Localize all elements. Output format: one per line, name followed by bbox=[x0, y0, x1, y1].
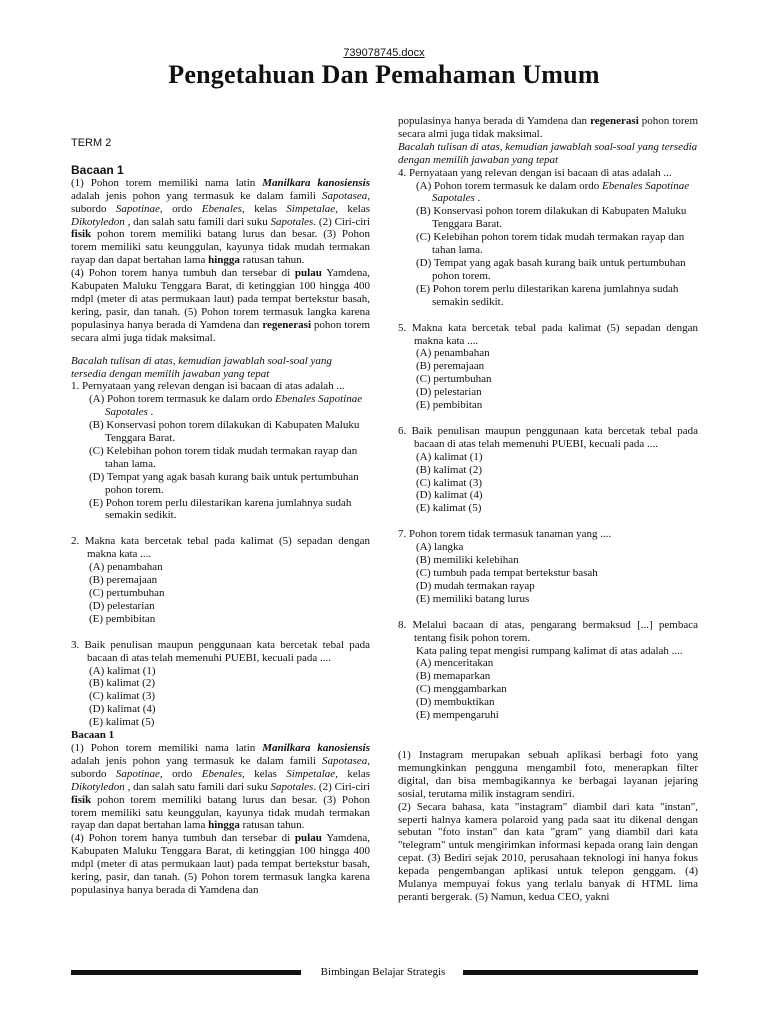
question-6 bbox=[398, 425, 698, 515]
article-paragraph-2: (2) Secara bahasa, kata "instagram" diambil dari kata "instan", seperti halnya kamera polaroid yang pada saat itu dikenal dengan sebutan "foto instan" dan kata "gram" yang diambil dari kata "telegram" untuk mengirimkan informasi kepada orang lain dengan cepat. (3) Bediri sejak 2010, perusahaan teknologi ini hanya fokus kepada pengembangan aplikasi untuk telepon genggam. (4) Mulanya mempuyai fokus yang terlalu banyak di HTML lima peranti bergerak. (5) Namun, kedua CEO, yakni bbox=[398, 800, 698, 903]
reading-paragraph-1: (1) Pohon torem memiliki nama latin Manilkara kanosiensis adalah jenis pohon yang termasuk ke dalam famili Sapotasea, subordo Sapotinae, ordo Ebenales, kelas Simpetalae, kelas Dikotyledon , dan salah satu famili dari suku Sapotales. (2) Ciri-ciri fisik pohon torem memiliki batang lurus dan besar. (3) Pohon torem memiliki satu keunggulan, kayunya tidak mudah termakan rayap dan dapat bertahan lama hingga ratusan tahun. bbox=[71, 176, 370, 267]
option-c[interactable]: (C) kalimat (3) bbox=[89, 690, 155, 703]
option-c[interactable]: (C) kalimat (3) bbox=[416, 476, 482, 489]
reading-paragraph-1-repeat: (1) Pohon torem memiliki nama latin Manilkara kanosiensis adalah jenis pohon yang termasuk ke dalam famili Sapotasea, subordo Sapotinae, ordo Ebenales, kelas Simpetalae, kelas Dikotyledon , dan salah satu famili dari suku Sapotales. (2) Ciri-ciri fisik pohon torem memiliki batang lurus dan besar. (3) Pohon torem memiliki satu keunggulan, kayunya tidak mudah termakan rayap dan dapat bertahan lama hingga ratusan tahun. bbox=[71, 741, 370, 832]
option-e[interactable]: (E) pembibitan bbox=[416, 399, 483, 412]
option-a[interactable]: (A) Pohon torem termasuk ke dalam ordo Ebenales Sapotinae Sapotales . bbox=[416, 179, 690, 205]
option-c[interactable]: (C) Kelebihan pohon torem tidak mudah termakan rayap dan tahan lama. bbox=[89, 444, 358, 470]
option-b[interactable]: (B) kalimat (2) bbox=[89, 677, 155, 690]
question-stem: 3. Baik penulisan maupun penggunaan kata bercetak tebal pada bacaan di atas telah memenuhi PUEBI, kecuali pada .... bbox=[71, 638, 370, 664]
option-e[interactable]: (E) mempengaruhi bbox=[416, 709, 499, 722]
question-stem: 1. Pernyataan yang relevan dengan isi bacaan di atas adalah ... bbox=[71, 380, 345, 393]
reading-paragraph-2: (4) Pohon torem hanya tumbuh dan tersebar di pulau Yamdena, Kabupaten Maluku Tenggara Barat, di ketinggian 100 hingga 400 mdpl (meter di atas permukaan laut) pada tempat bertekstur basah, kering, pasir, dan tanah. (5) Pohon torem termasuk langka karena populasinya hanya berada di Yamdena dan regenerasi pohon torem secara almi juga tidak maksimal. bbox=[71, 267, 370, 344]
footer-rule-right bbox=[463, 970, 698, 975]
reading-paragraph-2-continued: populasinya hanya berada di Yamdena dan regenerasi pohon torem secara almi juga tidak maksimal. bbox=[398, 115, 698, 140]
option-e[interactable]: (E) Pohon torem perlu dilestarikan karena jumlahnya sudah semakin sedikit. bbox=[416, 282, 679, 308]
option-a[interactable]: (A) penambahan bbox=[89, 561, 163, 574]
option-e[interactable]: (E) Pohon torem perlu dilestarikan karena jumlahnya sudah semakin sedikit. bbox=[89, 496, 352, 522]
reading-heading-repeat: Bacaan 1 bbox=[71, 729, 115, 742]
option-e[interactable]: (E) memiliki batang lurus bbox=[416, 592, 530, 605]
right-column bbox=[398, 115, 698, 965]
reading-heading: Bacaan 1 bbox=[71, 162, 124, 177]
article-paragraph-1: (1) Instagram merupakan sebuah aplikasi berbagi foto yang memungkinkan pengguna mengambil foto, menerapkan filter digital, dan bisa membagikannya ke berbagai layanan jejaring sosial, terutama milik instagram sendiri. bbox=[398, 748, 698, 800]
question-stem: 7. Pohon torem tidak termasuk tanaman yang .... bbox=[398, 528, 612, 541]
option-d[interactable]: (D) kalimat (4) bbox=[89, 703, 156, 716]
option-b[interactable]: (B) Konservasi pohon torem dilakukan di Kabupaten Maluku Tenggara Barat. bbox=[416, 205, 687, 231]
question-stem: 5. Makna kata bercetak tebal pada kalimat (5) sepadan dengan makna kata .... bbox=[398, 321, 698, 347]
footer-label: Bimbingan Belajar Strategis bbox=[320, 966, 446, 978]
option-a[interactable]: (A) menceritakan bbox=[416, 657, 494, 670]
option-e[interactable]: (E) kalimat (5) bbox=[89, 716, 155, 729]
question-stem-2: Kata paling tepat mengisi rumpang kalimat di atas adalah .... bbox=[416, 644, 683, 657]
question-3 bbox=[71, 639, 370, 729]
instruction-text: Bacalah tulisan di atas, kemudian jawablah soal-soal yang tersedia dengan memilih jawaban yang tepat bbox=[398, 140, 698, 166]
option-b[interactable]: (B) memiliki kelebihan bbox=[416, 554, 519, 567]
option-c[interactable]: (C) pertumbuhan bbox=[89, 587, 165, 599]
option-b[interactable]: (B) kalimat (2) bbox=[416, 463, 482, 476]
option-c[interactable]: (C) tumbuh pada tempat bertekstur basah bbox=[416, 567, 598, 579]
question-2 bbox=[71, 535, 370, 625]
question-5 bbox=[398, 322, 698, 412]
question-stem: 8. Melalui bacaan di atas, pengarang bermaksud [...] pembaca tentang fisik pohon torem. bbox=[398, 618, 698, 644]
term-label: TERM 2 bbox=[71, 137, 112, 149]
option-c[interactable]: (C) menggambarkan bbox=[416, 683, 507, 696]
option-c[interactable]: (C) Kelebihan pohon torem tidak mudah termakan rayap dan tahan lama. bbox=[416, 231, 685, 257]
option-b[interactable]: (B) peremajaan bbox=[416, 360, 485, 373]
option-d[interactable]: (D) Tempat yang agak basah kurang baik untuk pertumbuhan pohon torem. bbox=[416, 256, 686, 282]
option-e[interactable]: (E) pembibitan bbox=[89, 612, 156, 625]
footer bbox=[71, 967, 698, 981]
question-8 bbox=[398, 619, 698, 722]
option-d[interactable]: (D) pelestarian bbox=[416, 386, 482, 399]
option-d[interactable]: (D) mudah termakan rayap bbox=[416, 579, 535, 592]
option-b[interactable]: (B) peremajaan bbox=[89, 574, 158, 587]
option-e[interactable]: (E) kalimat (5) bbox=[416, 502, 482, 515]
option-b[interactable]: (B) memaparkan bbox=[416, 670, 491, 683]
option-d[interactable]: (D) pelestarian bbox=[89, 599, 155, 612]
instruction-text: Bacalah tulisan di atas, kemudian jawablah soal-soal yang tersedia dengan memilih jawaban yang tepat bbox=[71, 354, 332, 380]
footer-rule-left bbox=[71, 970, 301, 975]
option-d[interactable]: (D) membuktikan bbox=[416, 696, 495, 709]
document-file-name: 739078745.docx bbox=[343, 47, 425, 59]
option-d[interactable]: (D) kalimat (4) bbox=[416, 489, 483, 502]
option-a[interactable]: (A) kalimat (1) bbox=[89, 664, 156, 677]
question-stem: 6. Baik penulisan maupun penggunaan kata bercetak tebal pada bacaan di atas telah memenuhi PUEBI, kecuali pada .... bbox=[398, 424, 698, 450]
option-c[interactable]: (C) pertumbuhan bbox=[416, 373, 492, 386]
option-a[interactable]: (A) kalimat (1) bbox=[416, 450, 483, 463]
page-title: Pengetahuan Dan Pemahaman Umum bbox=[168, 60, 600, 89]
option-a[interactable]: (A) langka bbox=[416, 541, 464, 554]
option-a[interactable]: (A) Pohon torem termasuk ke dalam ordo Ebenales Sapotinae Sapotales . bbox=[89, 393, 363, 419]
question-1 bbox=[71, 380, 370, 522]
option-d[interactable]: (D) Tempat yang agak basah kurang baik untuk pertumbuhan pohon torem. bbox=[89, 470, 359, 496]
question-stem: 4. Pernyataan yang relevan dengan isi bacaan di atas adalah ... bbox=[398, 166, 672, 179]
option-a[interactable]: (A) penambahan bbox=[416, 347, 490, 360]
reading-paragraph-2-repeat: (4) Pohon torem hanya tumbuh dan tersebar di pulau Yamdena, Kabupaten Maluku Tenggara Barat, di ketinggian 100 hingga 400 mdpl (meter di atas permukaan laut) pada tempat bertekstur basah, kering, pasir, dan tanah. (5) Pohon torem termasuk langka karena populasinya hanya berada di Yamdena dan bbox=[71, 832, 370, 896]
option-b[interactable]: (B) Konservasi pohon torem dilakukan di Kabupaten Maluku Tenggara Barat. bbox=[89, 419, 360, 445]
question-4 bbox=[398, 167, 698, 309]
left-column bbox=[71, 137, 370, 967]
question-7 bbox=[398, 528, 698, 605]
question-stem: 2. Makna kata bercetak tebal pada kalimat (5) sepadan dengan makna kata .... bbox=[71, 535, 370, 561]
